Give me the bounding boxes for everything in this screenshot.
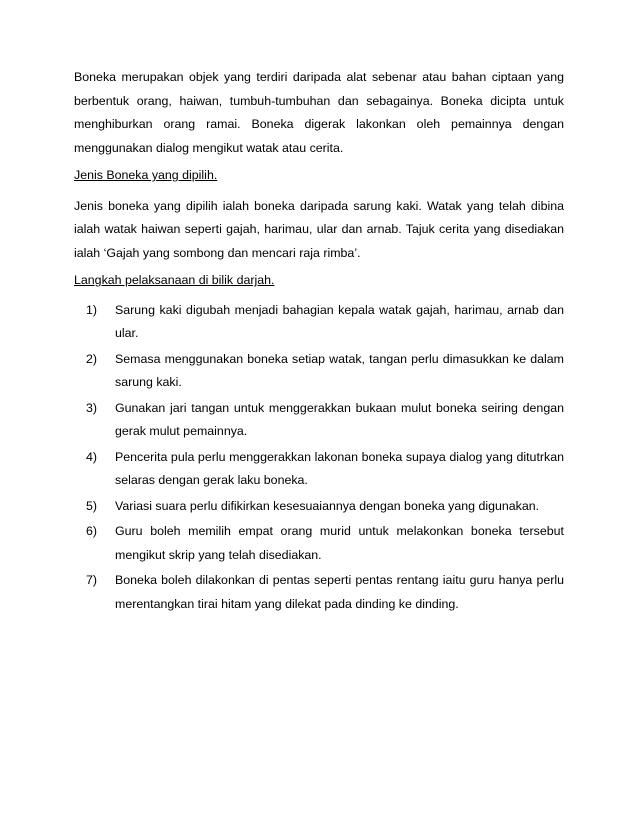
list-item (74, 397, 564, 444)
list-item (74, 569, 564, 616)
list-number: 3) (86, 400, 98, 415)
intro-paragraph: Boneka merupakan objek yang terdiri daripada alat sebenar atau bahan ciptaan yang berbentuk orang, haiwan, tumbuh-tumbuhan dan sebagainya. Boneka dicipta untuk menghiburkan orang ramai. Boneka digerak lakonkan oleh pemainnya dengan menggunakan dialog mengikut watak atau cerita. (74, 70, 564, 155)
list-number: 4) (86, 449, 98, 464)
heading-langkah-pelaksanaan: Langkah pelaksanaan di bilik darjah. (74, 273, 275, 287)
list-text: Semasa menggunakan boneka setiap watak, tangan perlu dimasukkan ke dalam sarung kaki. (115, 351, 564, 389)
list-text: Gunakan jari tangan untuk menggerakkan bukaan mulut boneka seiring dengan gerak mulut pemainnya. (115, 400, 564, 438)
list-text: Guru boleh memilih empat orang murid untuk melakonkan boneka tersebut mengikut skrip yang telah disediakan. (115, 524, 564, 562)
jenis-paragraph: Jenis boneka yang dipilih ialah boneka daripada sarung kaki. Watak yang telah dibina ialah watak haiwan seperti gajah, harimau, ular dan arnab. Tajuk cerita yang disediakan ialah ‘Gajah yang sombong dan mencari raja rimba’. (74, 198, 564, 260)
list-number: 2) (86, 351, 98, 366)
list-item (74, 348, 564, 395)
list-item (74, 520, 564, 567)
list-number: 7) (86, 573, 98, 587)
heading-jenis-boneka: Jenis Boneka yang dipilih. (74, 168, 218, 182)
list-item (74, 299, 564, 346)
steps-list (74, 299, 564, 617)
list-text: Boneka boleh dilakonkan di pentas seperti pentas rentang iaitu guru hanya perlu merentangkan tirai hitam yang dilekat pada dinding ke dinding. (115, 573, 564, 611)
list-number: 6) (86, 524, 98, 538)
list-item (74, 495, 564, 519)
list-item (74, 446, 564, 493)
list-number: 5) (86, 498, 98, 513)
list-number: 1) (86, 302, 98, 317)
list-text: Pencerita pula perlu menggerakkan lakonan boneka supaya dialog yang ditutrkan selaras dengan gerak laku boneka. (115, 449, 564, 487)
list-text: Sarung kaki digubah menjadi bahagian kepala watak gajah, harimau, arnab dan ular. (115, 302, 564, 340)
document-page (74, 66, 564, 618)
list-text: Variasi suara perlu difikirkan kesesuaiannya dengan boneka yang digunakan. (115, 498, 540, 513)
